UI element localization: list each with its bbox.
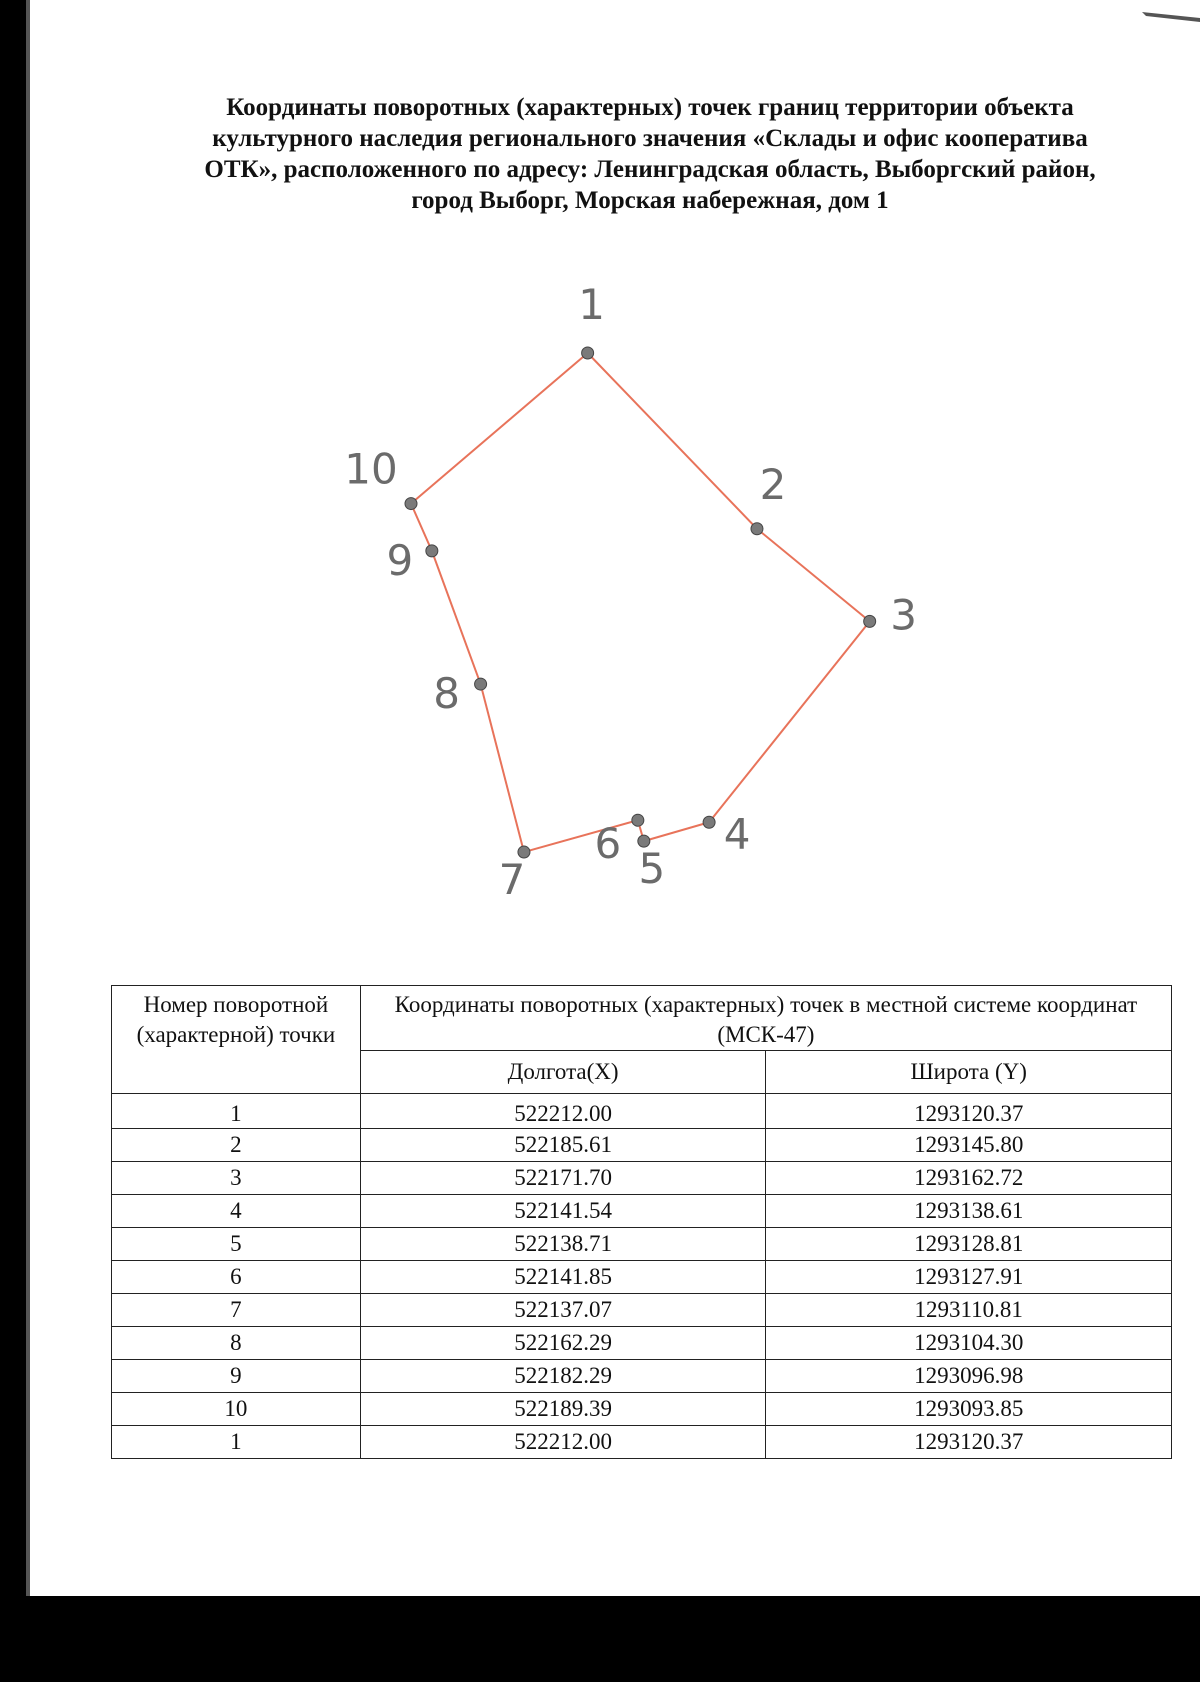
cell-point-number: 7 (112, 1294, 361, 1327)
scan-border-left (0, 0, 26, 1682)
boundary-point (475, 678, 487, 690)
cell-x: 522141.54 (360, 1195, 766, 1228)
point-label: 3 (890, 590, 918, 640)
scan-mark-top-right (1142, 8, 1200, 22)
header-longitude-x: Долгота(X) (360, 1051, 766, 1094)
boundary-segment (709, 621, 870, 822)
table-row (112, 1094, 1172, 1129)
cell-point-number: 1 (112, 1426, 361, 1459)
cell-x: 522141.85 (360, 1261, 766, 1294)
cell-x: 522162.29 (360, 1327, 766, 1360)
table-row (112, 1129, 1172, 1162)
boundary-point (703, 816, 715, 828)
boundary-point (632, 814, 644, 826)
title-line: город Выборг, Морская набережная, дом 1 (411, 187, 889, 214)
header-latitude-y: Широта (Y) (766, 1051, 1172, 1094)
cell-y: 1293120.37 (766, 1426, 1172, 1459)
boundary-segment (481, 684, 524, 852)
table-row (112, 1426, 1172, 1459)
title-line: Координаты поворотных (характерных) точек границ территории объекта (226, 94, 1074, 121)
cell-y: 1293128.81 (766, 1228, 1172, 1261)
boundary-segment (588, 353, 757, 529)
boundary-segment (411, 504, 432, 551)
cell-x: 522212.00 (360, 1426, 766, 1459)
cell-y: 1293104.30 (766, 1327, 1172, 1360)
cell-x: 522137.07 (360, 1294, 766, 1327)
cell-point-number: 5 (112, 1228, 361, 1261)
cell-x: 522212.00 (360, 1094, 766, 1129)
point-label: 5 (638, 844, 666, 894)
cell-x: 522189.39 (360, 1393, 766, 1426)
cell-x: 522171.70 (360, 1162, 766, 1195)
table-row (112, 1393, 1172, 1426)
point-label: 9 (386, 535, 414, 585)
cell-point-number: 3 (112, 1162, 361, 1195)
cell-point-number: 10 (112, 1393, 361, 1426)
boundary-point (426, 545, 438, 557)
header-coordinates: Координаты поворотных (характерных) точек в местной системе координат (МСК-47) (360, 986, 1171, 1051)
cell-y: 1293138.61 (766, 1195, 1172, 1228)
cell-point-number: 4 (112, 1195, 361, 1228)
point-label: 8 (433, 669, 460, 719)
point-label: 1 (578, 280, 605, 329)
cell-y: 1293110.81 (766, 1294, 1172, 1327)
table-row (112, 1228, 1172, 1261)
cell-y: 1293120.37 (766, 1094, 1172, 1129)
point-label: 4 (723, 809, 751, 859)
boundary-point (751, 523, 763, 535)
title-line: культурного наследия регионального значения «Склады и офис кооператива (212, 125, 1088, 152)
cell-y: 1293093.85 (766, 1393, 1172, 1426)
table-row (112, 1294, 1172, 1327)
point-label: 6 (594, 819, 622, 869)
boundary-segment (411, 353, 588, 504)
point-label: 7 (498, 855, 526, 905)
cell-y: 1293127.91 (766, 1261, 1172, 1294)
document-title (150, 92, 1150, 216)
table-row (112, 1261, 1172, 1294)
boundary-segment (432, 551, 481, 684)
point-label: 10 (344, 444, 398, 494)
cell-y: 1293096.98 (766, 1360, 1172, 1393)
cell-y: 1293145.80 (766, 1129, 1172, 1162)
cell-point-number: 2 (112, 1129, 361, 1162)
scan-border-shade (26, 0, 30, 1682)
boundary-segment (644, 822, 709, 841)
point-label: 2 (759, 459, 787, 509)
table-row (112, 1360, 1172, 1393)
table-row (112, 1162, 1172, 1195)
boundary-diagram (300, 270, 980, 930)
cell-point-number: 9 (112, 1360, 361, 1393)
boundary-point (864, 615, 876, 627)
boundary-point (582, 347, 594, 359)
table-row (112, 1327, 1172, 1360)
coordinates-table (111, 985, 1172, 1459)
cell-point-number: 6 (112, 1261, 361, 1294)
title-line: ОТК», расположенного по адресу: Ленинградская область, Выборгский район, (204, 156, 1096, 183)
cell-point-number: 1 (112, 1094, 361, 1129)
cell-y: 1293162.72 (766, 1162, 1172, 1195)
header-point-number: Номер поворотной (характерной) точки (112, 986, 361, 1094)
cell-point-number: 8 (112, 1327, 361, 1360)
cell-x: 522185.61 (360, 1129, 766, 1162)
cell-x: 522182.29 (360, 1360, 766, 1393)
boundary-point (405, 498, 417, 510)
cell-x: 522138.71 (360, 1228, 766, 1261)
table-row (112, 1195, 1172, 1228)
scan-border-bottom (0, 1596, 1200, 1682)
boundary-segment (757, 529, 870, 622)
